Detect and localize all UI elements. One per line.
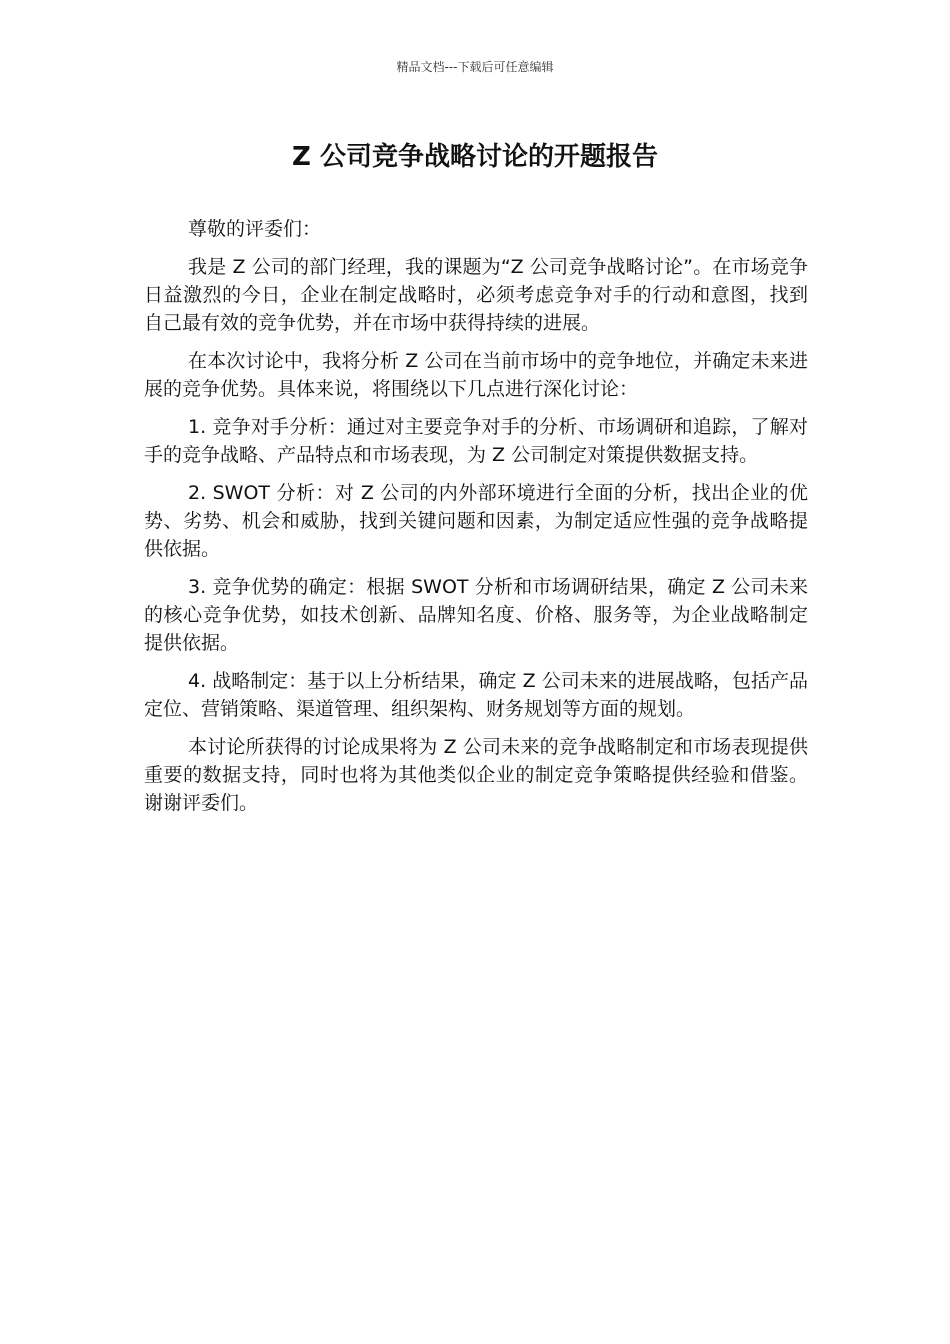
intro-paragraph: 我是 Z 公司的部门经理，我的课题为“Z 公司竞争战略讨论”。在市场竞争日益激烈的今日，企业在制定战略时，必须考虑竞争对手的行动和意图，找到自己最有效的竞争优势，并在市场中获得持续的进展。 bbox=[144, 256, 808, 334]
closing-paragraph: 本讨论所获得的讨论成果将为 Z 公司未来的竞争战略制定和市场表现提供重要的数据支持，同时也将为其他类似企业的制定竞争策略提供经验和借鉴。谢谢评委们。 bbox=[144, 736, 808, 814]
header-note: 精品文档---下载后可任意编辑 bbox=[396, 60, 554, 74]
scope-paragraph: 在本次讨论中，我将分析 Z 公司在当前市场中的竞争地位，并确定未来进展的竞争优势。具体来说，将围绕以下几点进行深化讨论： bbox=[144, 350, 808, 400]
document-body bbox=[144, 215, 808, 827]
point-strategy-formulation: 4. 战略制定：基于以上分析结果，确定 Z 公司未来的进展战略，包括产品定位、营销策略、渠道管理、组织架构、财务规划等方面的规划。 bbox=[144, 670, 808, 720]
point-competitor-analysis: 1. 竞争对手分析：通过对主要竞争对手的分析、市场调研和追踪，了解对手的竞争战略、产品特点和市场表现，为 Z 公司制定对策提供数据支持。 bbox=[144, 416, 808, 466]
document-title: Z 公司竞争战略讨论的开题报告 bbox=[292, 142, 658, 172]
point-swot-analysis: 2. SWOT 分析：对 Z 公司的内外部环境进行全面的分析，找出企业的优势、劣势、机会和威胁，找到关键问题和因素，为制定适应性强的竞争战略提供依据。 bbox=[144, 482, 808, 560]
salutation: 尊敬的评委们： bbox=[188, 218, 322, 240]
point-competitive-advantage: 3. 竞争优势的确定：根据 SWOT 分析和市场调研结果，确定 Z 公司未来的核心竞争优势，如技术创新、品牌知名度、价格、服务等，为企业战略制定提供依据。 bbox=[144, 576, 808, 654]
